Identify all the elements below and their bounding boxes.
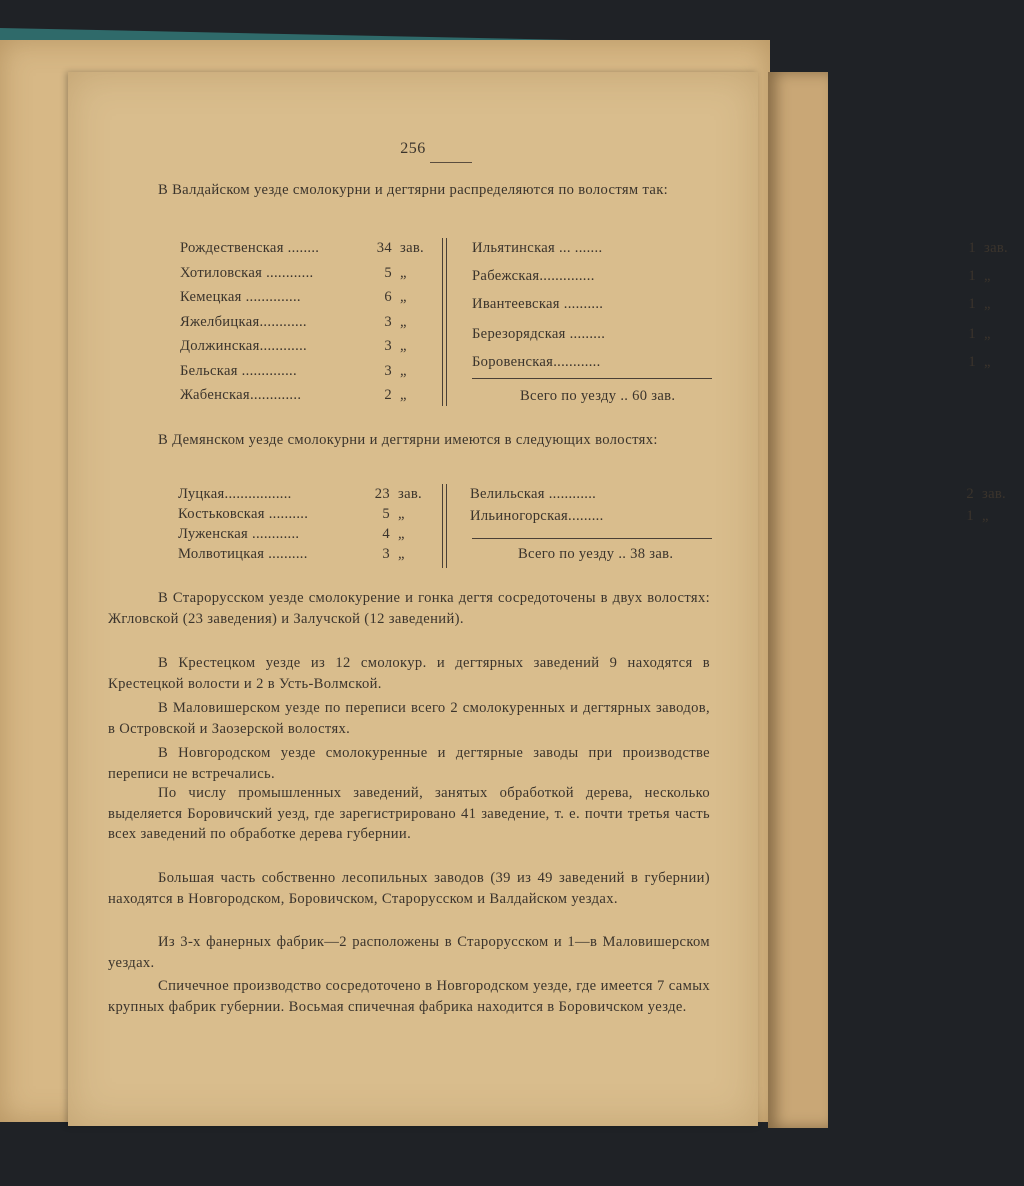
unit-label: „ [984,268,991,284]
count-value: 3 [384,313,392,330]
paragraph-krestetsky: В Крестецком уезде из 12 смолокур. и дегтярных заведений 9 находятся в Крестецкой волости и 2 в Усть-Волмской. [108,655,710,692]
total-rule [472,538,712,539]
volost-name: Луженская ............ [178,526,300,542]
volost-name: Ивантеевская .......... [472,296,604,312]
unit-label: „ [400,387,407,403]
volost-name: Луцкая................. [178,486,292,502]
unit-label: „ [400,289,407,305]
paragraph-novgorodsky: В Новгородском уезде смолокуренные и дегтярные заводы при производстве переписи не встречались. [108,745,710,782]
count-value: 2 [384,387,392,403]
volost-name: Березорядская ......... [472,326,606,342]
intro-valdai: В Валдайском уезде смолокурни и дегтярни распределяются по волостям так: [158,182,669,198]
total-rule [472,378,712,379]
page-number: 256 [400,140,426,157]
count-value: 1 [968,296,976,312]
unit-label: „ [400,264,407,281]
column-divider [446,484,447,568]
table-row [180,240,440,257]
table-row [472,240,1024,257]
table-row [472,268,1024,285]
unit-label: „ [400,313,407,330]
count-value: 4 [382,526,390,542]
table-row [178,526,438,543]
column-divider [446,238,447,406]
unit-label: „ [398,506,405,522]
facing-page-edge [768,72,828,1128]
table-row [178,506,438,523]
page-number-rule [430,162,472,163]
count-value: 1 [968,354,976,370]
count-value: 23 [374,486,390,502]
count-value: 2 [966,486,974,502]
count-value: 5 [384,264,392,281]
unit-label: „ [398,546,405,562]
table-row [180,363,440,380]
count-value: 1 [968,326,976,342]
column-divider [442,238,443,406]
table-row [180,289,440,306]
unit-label: „ [984,354,991,370]
paragraph-sawmills: Большая часть собственно лесопильных заводов (39 из 49 заведений в губернии) находятся в Новгородском, Боровичском, Старорусском и Валдайском уездах. [108,870,710,907]
table-row [472,296,1024,313]
table-row [472,326,1024,343]
count-value: 6 [384,289,392,305]
unit-label: „ [982,508,989,524]
demyansk-total: Всего по уезду .. 38 зав. [518,546,674,562]
count-value: 3 [384,338,392,354]
table-row [180,387,440,404]
unit-label: зав. [400,240,424,256]
unit-label: „ [398,526,405,542]
intro-demyansk: В Демянском уезде смолокурни и дегтярни имеются в следующих волостях: [158,432,658,448]
table-row [180,265,440,282]
count-value: 3 [384,362,392,379]
unit-label: зав. [398,486,422,502]
paragraph-starorussky: В Старорусском уезде смолокурение и гонка дегтя сосредоточены в двух волостях: Жгловской (23 заведения) и Залучской (12 заведений). [108,590,710,627]
table-row [178,546,438,563]
table-row [180,314,440,331]
count-value: 1 [968,268,976,284]
volost-name: Ильиногорская......... [470,508,604,524]
volost-name: Рабежская.............. [472,268,595,284]
paragraph-borovichsky: По числу промышленных заведений, занятых обработкой дерева, несколько выделяется Боровичский уезд, где зарегистрировано 41 заведение, т. е. почти третья часть всех заведений по обработке дерева губернии. [108,785,710,843]
unit-label: „ [400,362,407,379]
unit-label: зав. [984,240,1008,256]
table-row [180,338,440,355]
paragraph-plywood: Из 3-х фанерных фабрик—2 расположены в Старорусском и 1—в Маловишерском уездах. [108,934,710,971]
table-row [472,354,1024,371]
volost-name: Костьковская .......... [178,506,309,522]
volost-name: Яжелбицкая............ [180,313,307,330]
valdai-total: Всего по уезду .. 60 зав. [520,388,676,404]
count-value: 34 [376,240,392,256]
column-divider [442,484,443,568]
paragraph-matches: Спичечное производство сосредоточено в Новгородском уезде, где имеется 7 самых крупных фабрик губернии. Восьмая спичечная фабрика находится в Боровичском уезде. [108,978,710,1015]
volost-name: Кемецкая .............. [180,289,301,305]
volost-name: Боровенская............ [472,354,601,370]
table-row [470,486,1022,503]
count-value: 1 [968,240,976,256]
unit-label: „ [984,296,991,312]
unit-label: „ [400,338,407,354]
volost-name: Молвотицкая .......... [178,546,308,562]
paragraph-malovishersky: В Маловишерском уезде по переписи всего 2 смолокуренных и дегтярных заводов, в Островской и Заозерской волостях. [108,700,710,737]
volost-name: Жабенская............. [180,387,302,403]
volost-name: Бельская .............. [180,362,297,379]
table-row [470,508,1022,525]
volost-name: Должинская............ [180,338,307,354]
volost-name: Велильская ............ [470,486,597,502]
volost-name: Хотиловская ............ [180,264,314,281]
table-row [178,486,438,503]
unit-label: зав. [982,486,1006,502]
count-value: 1 [966,508,974,524]
unit-label: „ [984,326,991,342]
volost-name: Рождественская ........ [180,240,320,256]
count-value: 5 [382,506,390,522]
count-value: 3 [382,546,390,562]
volost-name: Ильятинская ... ....... [472,240,603,256]
